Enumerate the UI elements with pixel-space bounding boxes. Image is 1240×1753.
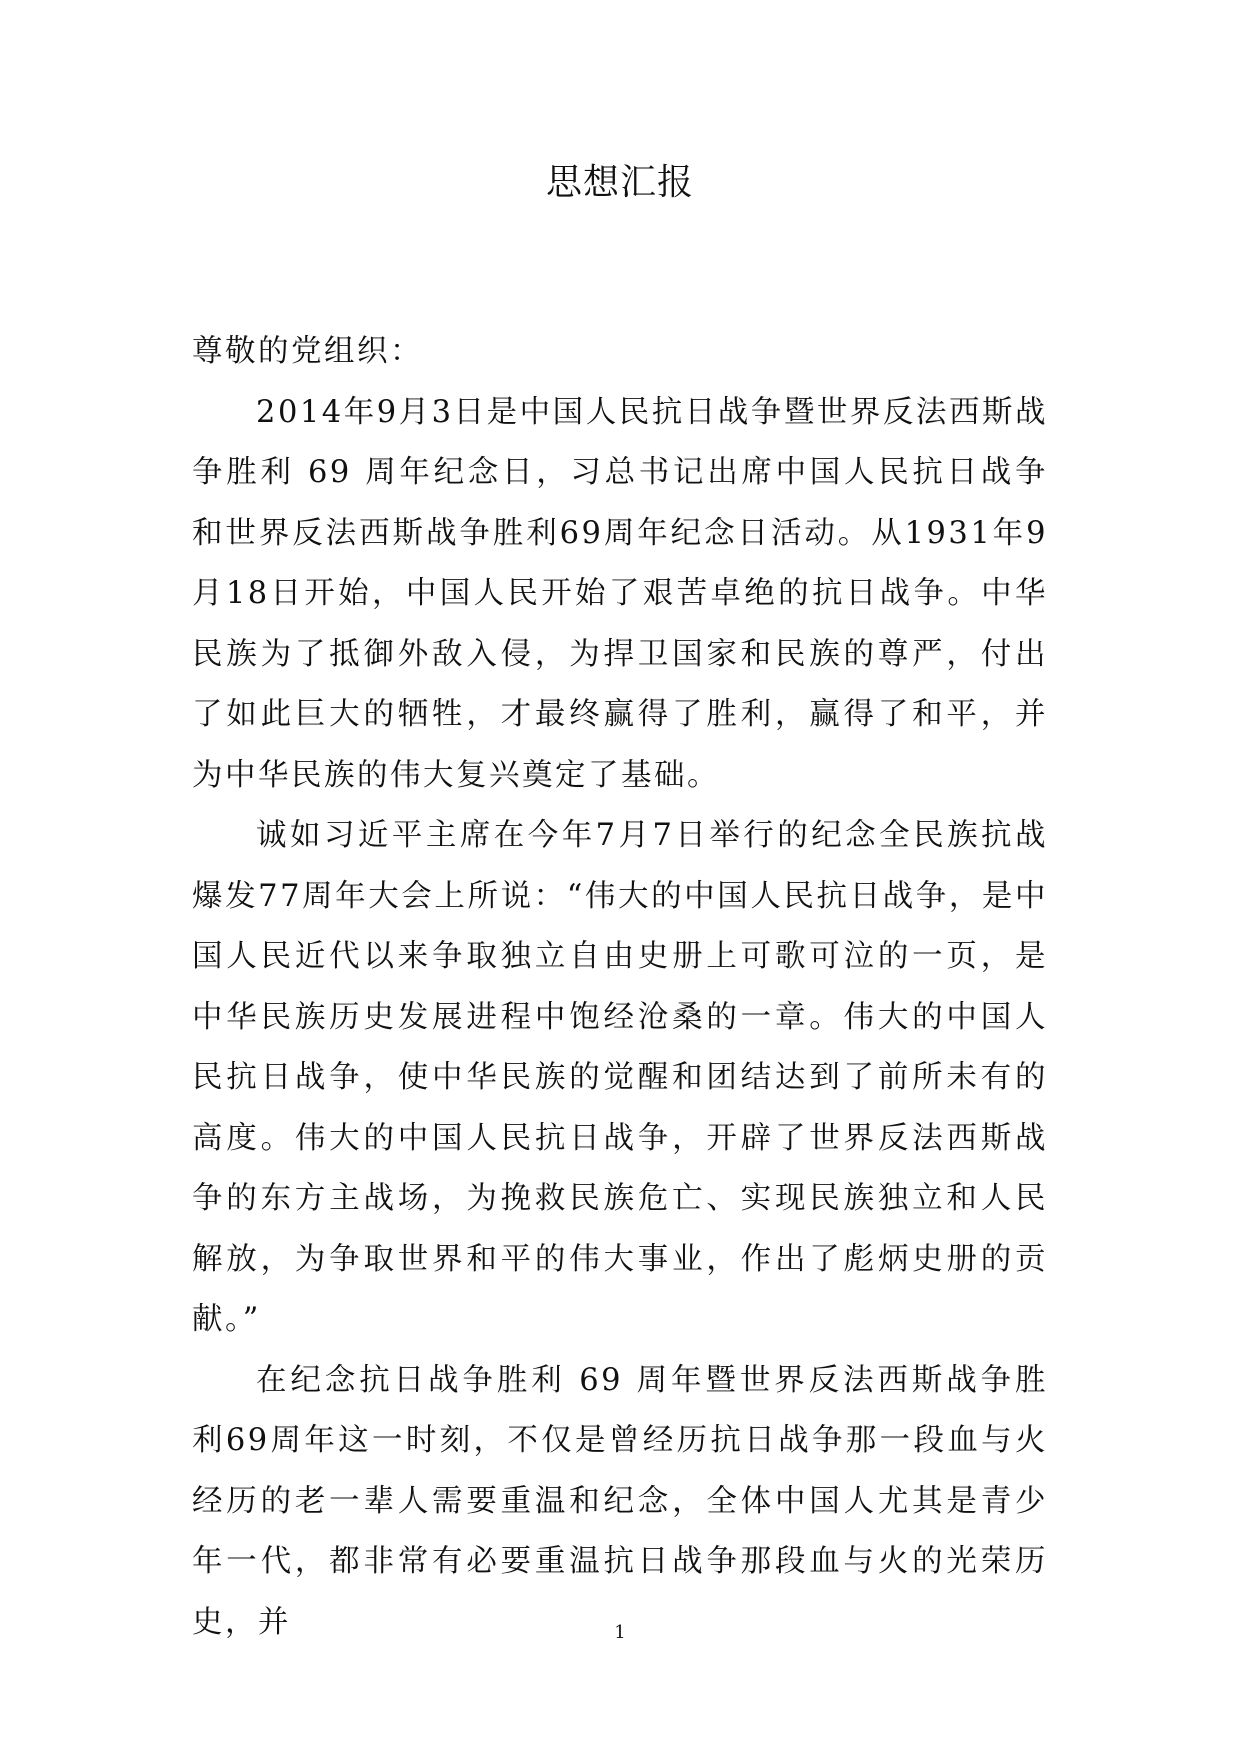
paragraph-3: 在纪念抗日战争胜利 69 周年暨世界反法西斯战争胜利69周年这一时刻，不仅是曾经历抗日战争那一段血与火经历的老一辈人需要重温和纪念，全体中国人尤其是青少年一代，都非常有必要重温抗日战争那段血与火的光荣历史，并: [192, 1362, 1048, 1640]
paragraph-2: 诚如习近平主席在今年7月7日举行的纪念全民族抗战爆发77周年大会上所说：“伟大的中国人民抗日战争，是中国人民近代以来争取独立自由史册上可歌可泣的一页，是中华民族历史发展进程中饱经沧桑的一章。伟大的中国人民抗日战争，使中华民族的觉醒和团结达到了前所未有的高度。伟大的中国人民抗日战争，开辟了世界反法西斯战争的东方主战场，为挽救民族危亡、实现民族独立和人民解放，为争取世界和平的伟大事业，作出了彪炳史册的贡献。”: [192, 818, 1048, 1337]
document-body: [192, 322, 1048, 1653]
paragraph-1: 2014年9月3日是中国人民抗日战争暨世界反法西斯战争胜利 69 周年纪念日，习总书记出席中国人民抗日战争和世界反法西斯战争胜利69周年纪念日活动。从1931年9月18日开始，中国人民开始了艰苦卓绝的抗日战争。中华民族为了抵御外敌入侵，为捍卫国家和民族的尊严，付出了如此巨大的牺牲，才最终赢得了胜利，赢得了和平，并为中华民族的伟大复兴奠定了基础。: [192, 394, 1048, 793]
page-title: 思想汇报: [545, 162, 694, 203]
salutation: 尊敬的党组织：: [192, 334, 423, 369]
page-number: 1: [614, 1622, 626, 1643]
